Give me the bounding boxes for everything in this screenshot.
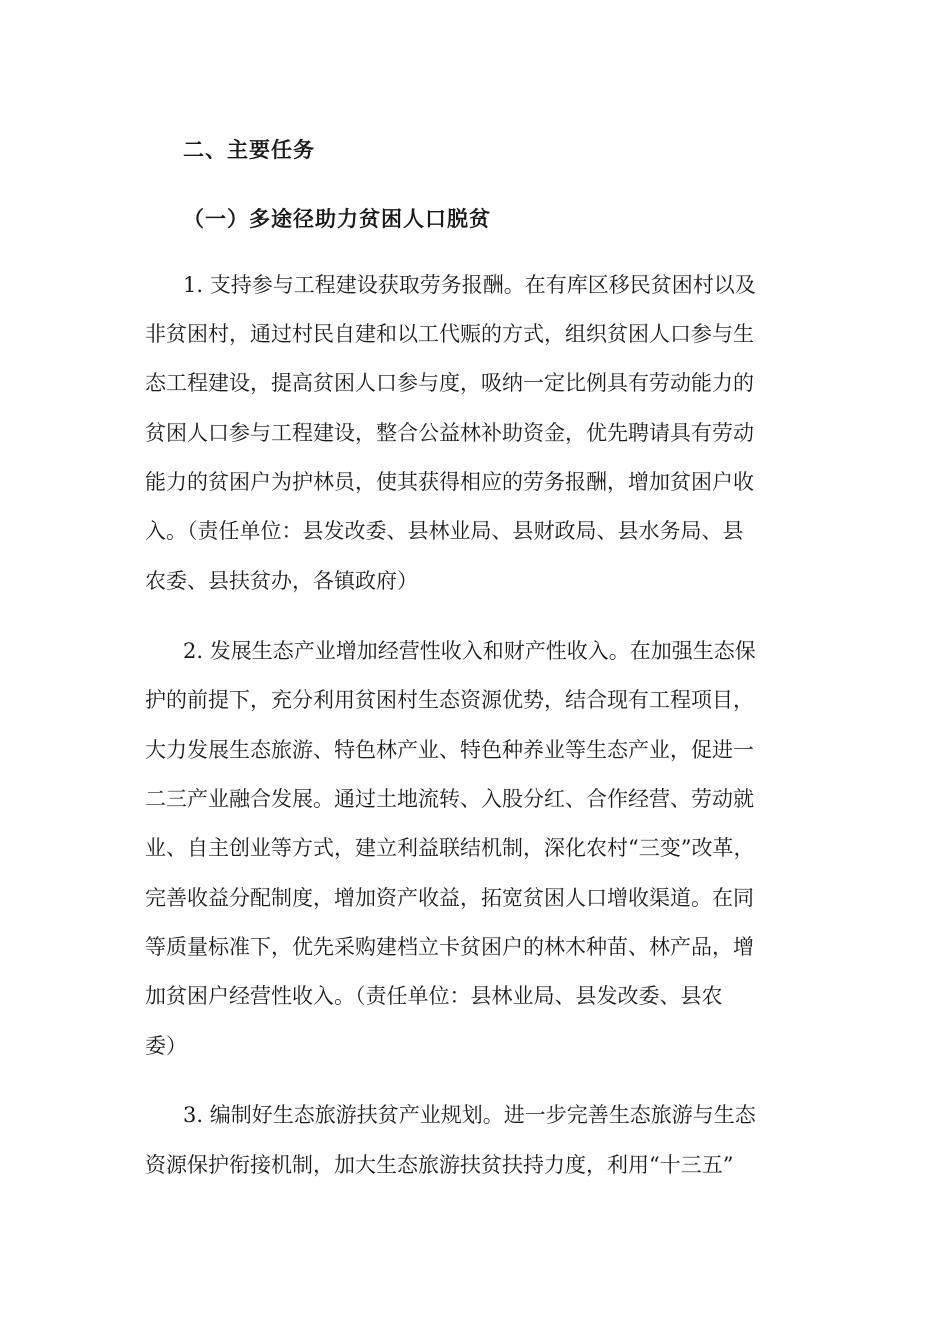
paragraph-2-line-3: 大力发展生态旅游、特色林产业、特色种养业等生态产业，促进一	[145, 738, 754, 762]
paragraph-2-line-6: 完善收益分配制度，增加资产收益，拓宽贫困人口增收渠道。在同	[145, 886, 754, 910]
paragraph-2-line-5: 业、自主创业等方式，建立利益联结机制，深化农村“三变”改革，	[145, 836, 755, 860]
paragraph-1-line-2: 非贫困村，通过村民自建和以工代赈的方式，组织贫困人口参与生	[145, 322, 754, 346]
paragraph-1-line-6: 入。（责任单位：县发改委、县林业局、县财政局、县水务局、县	[145, 519, 744, 543]
paragraph-2-line-9: 委）	[145, 1034, 187, 1058]
paragraph-1-line-1: 1. 支持参与工程建设获取劳务报酬。在有库区移民贫困村以及	[183, 273, 756, 297]
paragraph-2-line-4: 二三产业融合发展。通过土地流转、入股分红、合作经营、劳动就	[145, 787, 754, 811]
paragraph-3-line-1: 3. 编制好生态旅游扶贫产业规划。进一步完善生态旅游与生态	[183, 1103, 756, 1127]
paragraph-2-line-2: 护的前提下，充分利用贫困村生态资源优势，结合现有工程项目，	[145, 688, 754, 712]
paragraph-2-line-7: 等质量标准下，优先采购建档立卡贫困户的林木种苗、林产品，增	[145, 935, 754, 959]
paragraph-2-line-1: 2. 发展生态产业增加经营性收入和财产性收入。在加强生态保	[183, 639, 756, 663]
paragraph-2-line-8: 加贫困户经营性收入。（责任单位：县林业局、县发改委、县农	[145, 984, 723, 1008]
section-heading: 二、主要任务	[183, 138, 315, 162]
subsection-heading: （一）多途径助力贫困人口脱贫	[183, 207, 491, 231]
paragraph-1-line-5: 能力的贫困户为护林员，使其获得相应的劳务报酬，增加贫困户收	[145, 470, 754, 494]
paragraph-1-line-3: 态工程建设，提高贫困人口参与度，吸纳一定比例具有劳动能力的	[145, 371, 754, 395]
paragraph-3-line-2: 资源保护衔接机制，加大生态旅游扶贫扶持力度，利用“十三五”	[145, 1153, 734, 1177]
paragraph-1-line-7: 农委、县扶贫办，各镇政府）	[145, 569, 418, 593]
paragraph-1-line-4: 贫困人口参与工程建设，整合公益林补助资金，优先聘请具有劳动	[145, 421, 754, 445]
